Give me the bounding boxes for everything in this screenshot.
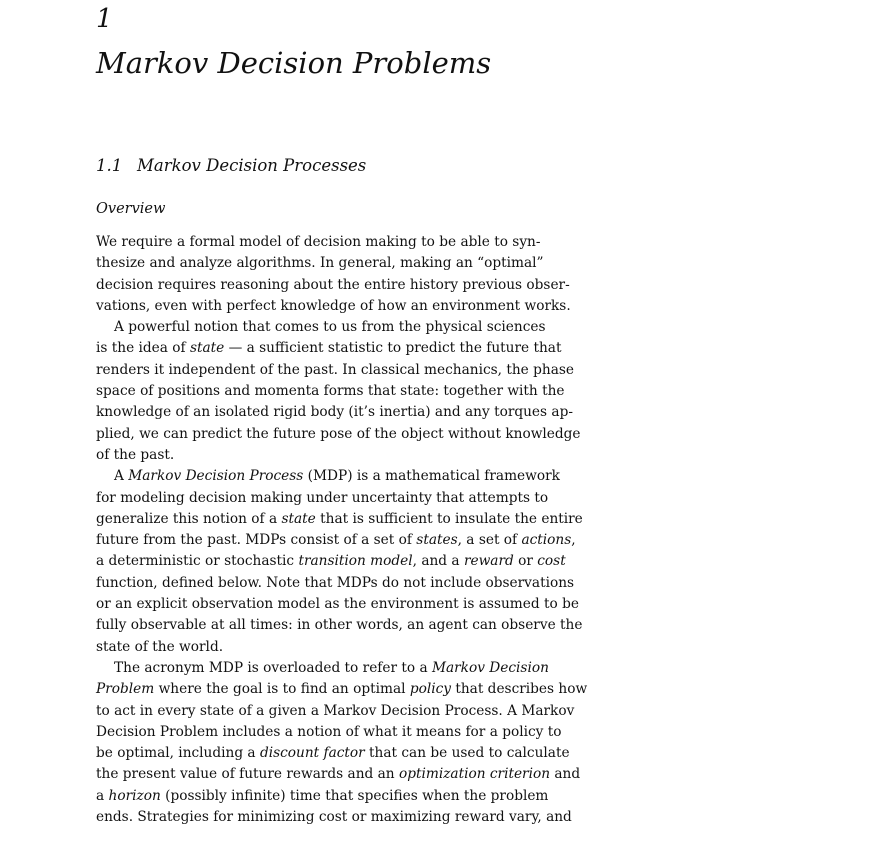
- text-line: [96, 722, 596, 743]
- emphasis-text: optimization criterion: [398, 766, 551, 783]
- text-run: and: [550, 766, 581, 783]
- text-line: [96, 424, 596, 445]
- text-run: future from the past. MDPs consist of a set of: [96, 532, 417, 549]
- text-run: (possibly infinite) time that specifies when the problem: [160, 787, 549, 804]
- text-run: fully observable at all times: in other words, an agent can observe the: [96, 617, 583, 634]
- text-line: [96, 530, 596, 551]
- text-run: decision requires reasoning about the entire history previous obser-: [96, 276, 570, 293]
- text-run: (MDP) is a mathematical framework: [303, 468, 560, 485]
- text-line: [96, 488, 596, 509]
- text-line: [96, 402, 596, 423]
- text-run: space of positions and momenta forms that state: together with the: [96, 383, 565, 400]
- text-run: a deterministic or stochastic: [96, 553, 299, 570]
- text-line: [96, 786, 596, 807]
- chapter-number: 1: [96, 4, 113, 34]
- paragraph: [96, 232, 596, 317]
- text-line: [96, 594, 596, 615]
- text-run: ends. Strategies for minimizing cost or maximizing reward vary, and: [96, 809, 572, 826]
- text-run: that is sufficient to insulate the entire: [315, 510, 583, 527]
- text-run: the present value of future rewards and an: [96, 766, 399, 783]
- emphasis-text: states: [416, 532, 458, 549]
- text-line: [96, 253, 596, 274]
- chapter-title: Markov Decision Problems: [96, 46, 492, 80]
- text-run: or: [513, 553, 538, 570]
- emphasis-text: actions: [521, 532, 572, 549]
- section-heading: [96, 154, 366, 178]
- emphasis-text: transition model: [298, 553, 413, 570]
- paragraph: [96, 466, 596, 658]
- text-line: [96, 466, 596, 487]
- paragraph: [96, 317, 596, 466]
- text-run: is the idea of: [96, 340, 190, 357]
- text-run: , and a: [412, 553, 464, 570]
- text-run: The acronym MDP is overloaded to refer to a: [114, 659, 432, 676]
- text-line: [96, 637, 596, 658]
- text-run: function, defined below. Note that MDPs do not include observations: [96, 574, 575, 591]
- text-line: [96, 743, 596, 764]
- section-title: Markov Decision Processes: [137, 156, 367, 175]
- text-run: We require a formal model of decision making to be able to syn-: [96, 234, 541, 250]
- emphasis-text: policy: [409, 681, 451, 698]
- emphasis-text: state: [189, 340, 225, 357]
- text-line: [96, 658, 596, 679]
- text-run: vations, even with perfect knowledge of how an environment works.: [96, 297, 571, 314]
- text-run: thesize and analyze algorithms. In general, making an “optimal”: [96, 255, 544, 272]
- emphasis-text: state: [281, 510, 316, 527]
- subsection-heading: Overview: [96, 201, 166, 217]
- text-line: [96, 317, 596, 338]
- text-run: that describes how: [451, 681, 588, 698]
- text-line: [96, 338, 596, 359]
- text-line: [96, 615, 596, 636]
- text-line: [96, 381, 596, 402]
- text-line: [96, 232, 596, 253]
- text-line: [96, 573, 596, 594]
- text-line: [96, 445, 596, 466]
- text-run: — a sufficient statistic to predict the future that: [224, 340, 562, 357]
- text-run: where the goal is to find an optimal: [154, 681, 410, 698]
- emphasis-text: Markov Decision: [431, 659, 549, 676]
- emphasis-text: horizon: [108, 787, 161, 804]
- emphasis-text: Problem: [96, 681, 155, 698]
- text-run: that can be used to calculate: [364, 745, 570, 762]
- text-run: generalize this notion of a: [96, 510, 282, 527]
- emphasis-text: Markov Decision Process: [128, 468, 304, 485]
- text-run: , a set of: [457, 532, 522, 549]
- text-run: be optimal, including a: [96, 745, 260, 762]
- text-line: [96, 807, 596, 828]
- text-line: [96, 551, 596, 572]
- text-run: or an explicit observation model as the environment is assumed to be: [96, 596, 579, 613]
- text-run: A: [114, 468, 129, 485]
- text-line: [96, 701, 596, 722]
- text-line: [96, 296, 596, 317]
- emphasis-text: discount factor: [259, 745, 365, 762]
- text-run: of the past.: [96, 446, 175, 463]
- text-run: a: [96, 787, 109, 804]
- text-run: A powerful notion that comes to us from the physical sciences: [114, 319, 546, 336]
- text-line: [96, 275, 596, 296]
- text-run: state of the world.: [96, 638, 224, 655]
- text-line: [96, 360, 596, 381]
- text-line: [96, 764, 596, 785]
- text-run: knowledge of an isolated rigid body (it’s inertia) and any torques ap-: [96, 404, 573, 421]
- text-run: for modeling decision making under uncertainty that attempts to: [96, 489, 549, 506]
- body-text: [96, 232, 596, 828]
- emphasis-text: cost: [537, 553, 566, 570]
- text-run: renders it independent of the past. In classical mechanics, the phase: [96, 361, 574, 378]
- text-run: ,: [571, 532, 576, 549]
- text-line: [96, 679, 596, 700]
- emphasis-text: reward: [463, 553, 514, 570]
- text-run: plied, we can predict the future pose of the object without knowledge: [96, 425, 581, 442]
- paragraph: [96, 658, 596, 828]
- section-number: 1.1: [96, 156, 123, 175]
- text-line: [96, 509, 596, 530]
- text-run: Decision Problem includes a notion of what it means for a policy to: [96, 723, 562, 740]
- text-run: to act in every state of a given a Markov Decision Process. A Markov: [96, 702, 575, 719]
